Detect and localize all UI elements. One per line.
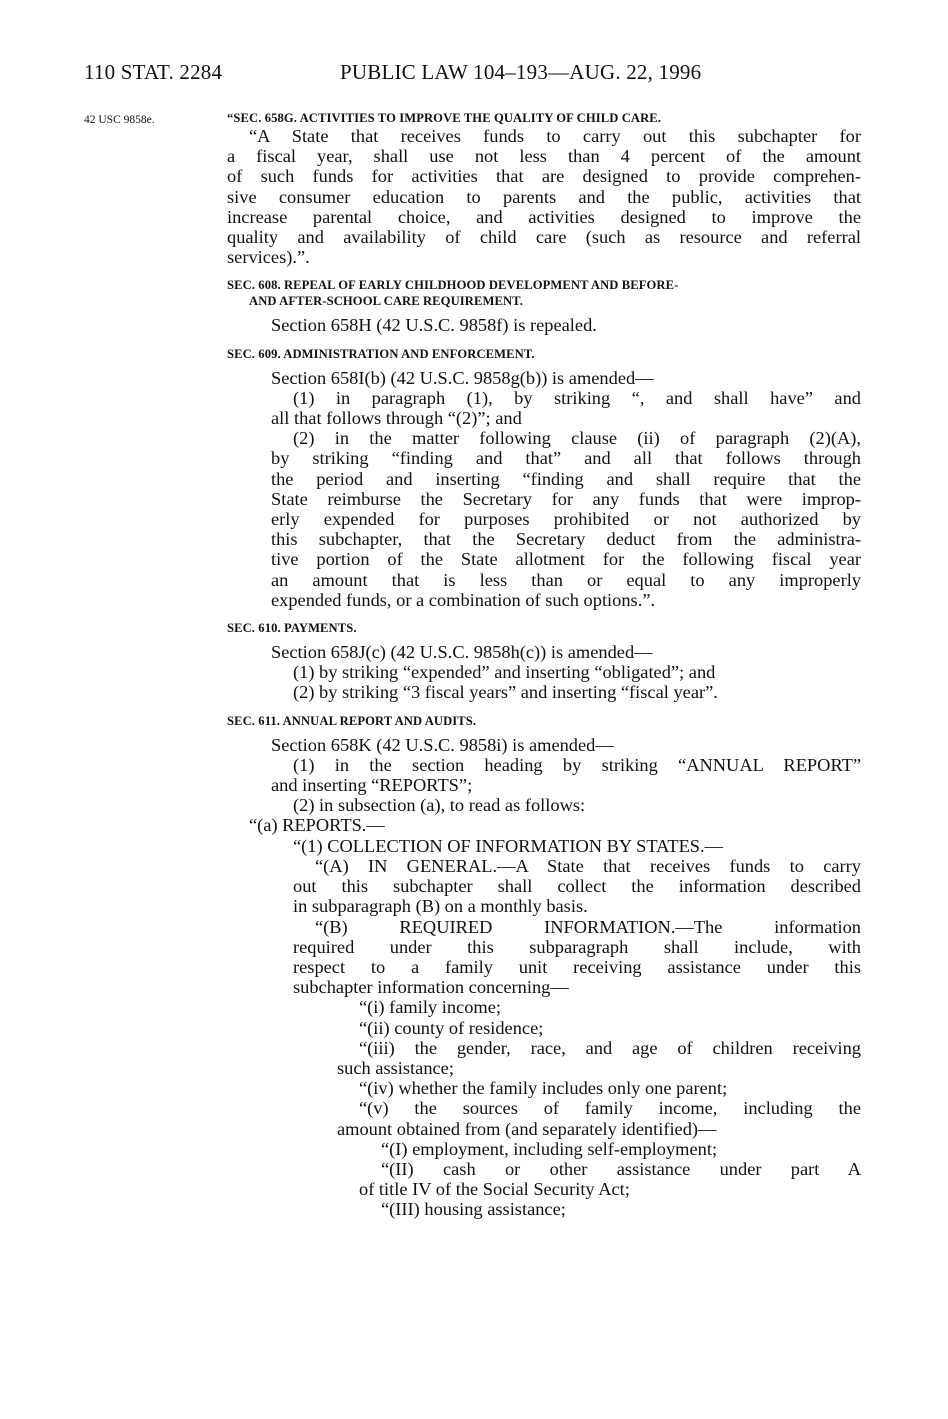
- text-line: services).”.: [227, 247, 310, 268]
- public-law-title: PUBLIC LAW 104–193—AUG. 22, 1996: [340, 60, 702, 84]
- text-line: State reimburse the Secretary for any funds that were improp-: [271, 488, 861, 509]
- text-line: respect to a family unit receiving assistance under this: [293, 956, 861, 977]
- section-heading-658g: “SEC. 658G. ACTIVITIES TO IMPROVE THE QUALITY OF CHILD CARE.: [227, 111, 662, 125]
- text-line: (1) in paragraph (1), by striking “, and shall have” and: [293, 387, 861, 408]
- text-line: a fiscal year, shall use not less than 4 percent of the amount: [227, 146, 861, 167]
- text-line: an amount that is less than or equal to any improperly: [271, 569, 861, 590]
- text-line: “(A) IN GENERAL.—A State that receives funds to carry: [315, 855, 861, 876]
- text-line: this subchapter, that the Secretary deduct from the administra-: [271, 529, 861, 550]
- paragraph-611: [227, 735, 861, 1220]
- text-line: “(II) cash or other assistance under part A: [381, 1158, 861, 1179]
- text-line: expended funds, or a combination of such options.”.: [271, 589, 656, 610]
- text-line: “(I) employment, including self-employment;: [381, 1138, 718, 1159]
- text-line: Section 658H (42 U.S.C. 9858f) is repealed.: [271, 315, 597, 336]
- section-heading-608-cont: AND AFTER-SCHOOL CARE REQUIREMENT.: [249, 294, 523, 309]
- text-line: of such funds for activities that are designed to provide comprehen-: [227, 166, 861, 187]
- text-line: Section 658J(c) (42 U.S.C. 9858h(c)) is amended—: [271, 642, 653, 663]
- text-line: Section 658I(b) (42 U.S.C. 9858g(b)) is amended—: [271, 367, 654, 388]
- paragraph-658g: [227, 126, 861, 267]
- text-line: “(iv) whether the family includes only one parent;: [359, 1078, 728, 1099]
- text-line: tive portion of the State allotment for the following fiscal year: [271, 549, 861, 570]
- text-line: erly expended for purposes prohibited or not authorized by: [271, 509, 861, 530]
- text-line: “(v) the sources of family income, including the: [359, 1098, 861, 1119]
- document-body: [227, 110, 861, 1220]
- text-line: sive consumer education to parents and the public, activities that: [227, 186, 861, 207]
- text-line: (2) in subsection (a), to read as follows:: [293, 795, 586, 816]
- section-heading-609: SEC. 609. ADMINISTRATION AND ENFORCEMENT.: [227, 346, 535, 361]
- text-line: (2) in the matter following clause (ii) of paragraph (2)(A),: [293, 428, 861, 449]
- text-line: (1) in the section heading by striking “ANNUAL REPORT”: [293, 754, 861, 775]
- text-line: “(iii) the gender, race, and age of children receiving: [359, 1037, 861, 1058]
- paragraph-610: [227, 642, 861, 703]
- text-line: “(a) REPORTS.—: [249, 815, 385, 836]
- text-line: increase parental choice, and activities designed to improve the: [227, 206, 861, 227]
- text-line: (1) by striking “expended” and inserting “obligated”; and: [293, 662, 716, 683]
- paragraph-609: [227, 368, 861, 610]
- text-line: by striking “finding and that” and all that follows through: [271, 448, 861, 469]
- text-line: “(1) COLLECTION OF INFORMATION BY STATES.—: [293, 835, 724, 856]
- text-line: amount obtained from (and separately identified)—: [337, 1118, 717, 1139]
- text-line: all that follows through “(2)”; and: [271, 408, 522, 429]
- text-line: required under this subparagraph shall include, with: [293, 936, 861, 957]
- section-heading-610: SEC. 610. PAYMENTS.: [227, 621, 357, 636]
- text-line: of title IV of the Social Security Act;: [359, 1179, 630, 1200]
- text-line: quality and availability of child care (such as resource and referral: [227, 227, 861, 248]
- text-line: (2) by striking “3 fiscal years” and inserting “fiscal year”.: [293, 682, 718, 703]
- text-line: subchapter information concerning—: [293, 977, 569, 998]
- text-line: “A State that receives funds to carry out this subchapter for: [249, 126, 861, 146]
- text-line: such assistance;: [337, 1057, 454, 1078]
- text-line: “(i) family income;: [359, 997, 501, 1018]
- text-line: in subparagraph (B) on a monthly basis.: [293, 896, 588, 917]
- statute-citation: 110 STAT. 2284: [84, 60, 223, 84]
- section-heading-608: SEC. 608. REPEAL OF EARLY CHILDHOOD DEVELOPMENT AND BEFORE-: [227, 278, 679, 293]
- section-heading-611: SEC. 611. ANNUAL REPORT AND AUDITS.: [227, 713, 477, 728]
- text-line: “(B) REQUIRED INFORMATION.—The information: [315, 916, 861, 937]
- text-line: “(III) housing assistance;: [381, 1199, 566, 1220]
- text-line: out this subchapter shall collect the information described: [293, 876, 861, 897]
- text-line: “(ii) county of residence;: [359, 1017, 544, 1038]
- text-line: Section 658K (42 U.S.C. 9858i) is amended—: [271, 734, 614, 755]
- margin-citation: 42 USC 9858e.: [84, 114, 155, 126]
- text-line: the period and inserting “finding and shall require that the: [271, 468, 861, 489]
- text-line: and inserting “REPORTS”;: [271, 775, 473, 796]
